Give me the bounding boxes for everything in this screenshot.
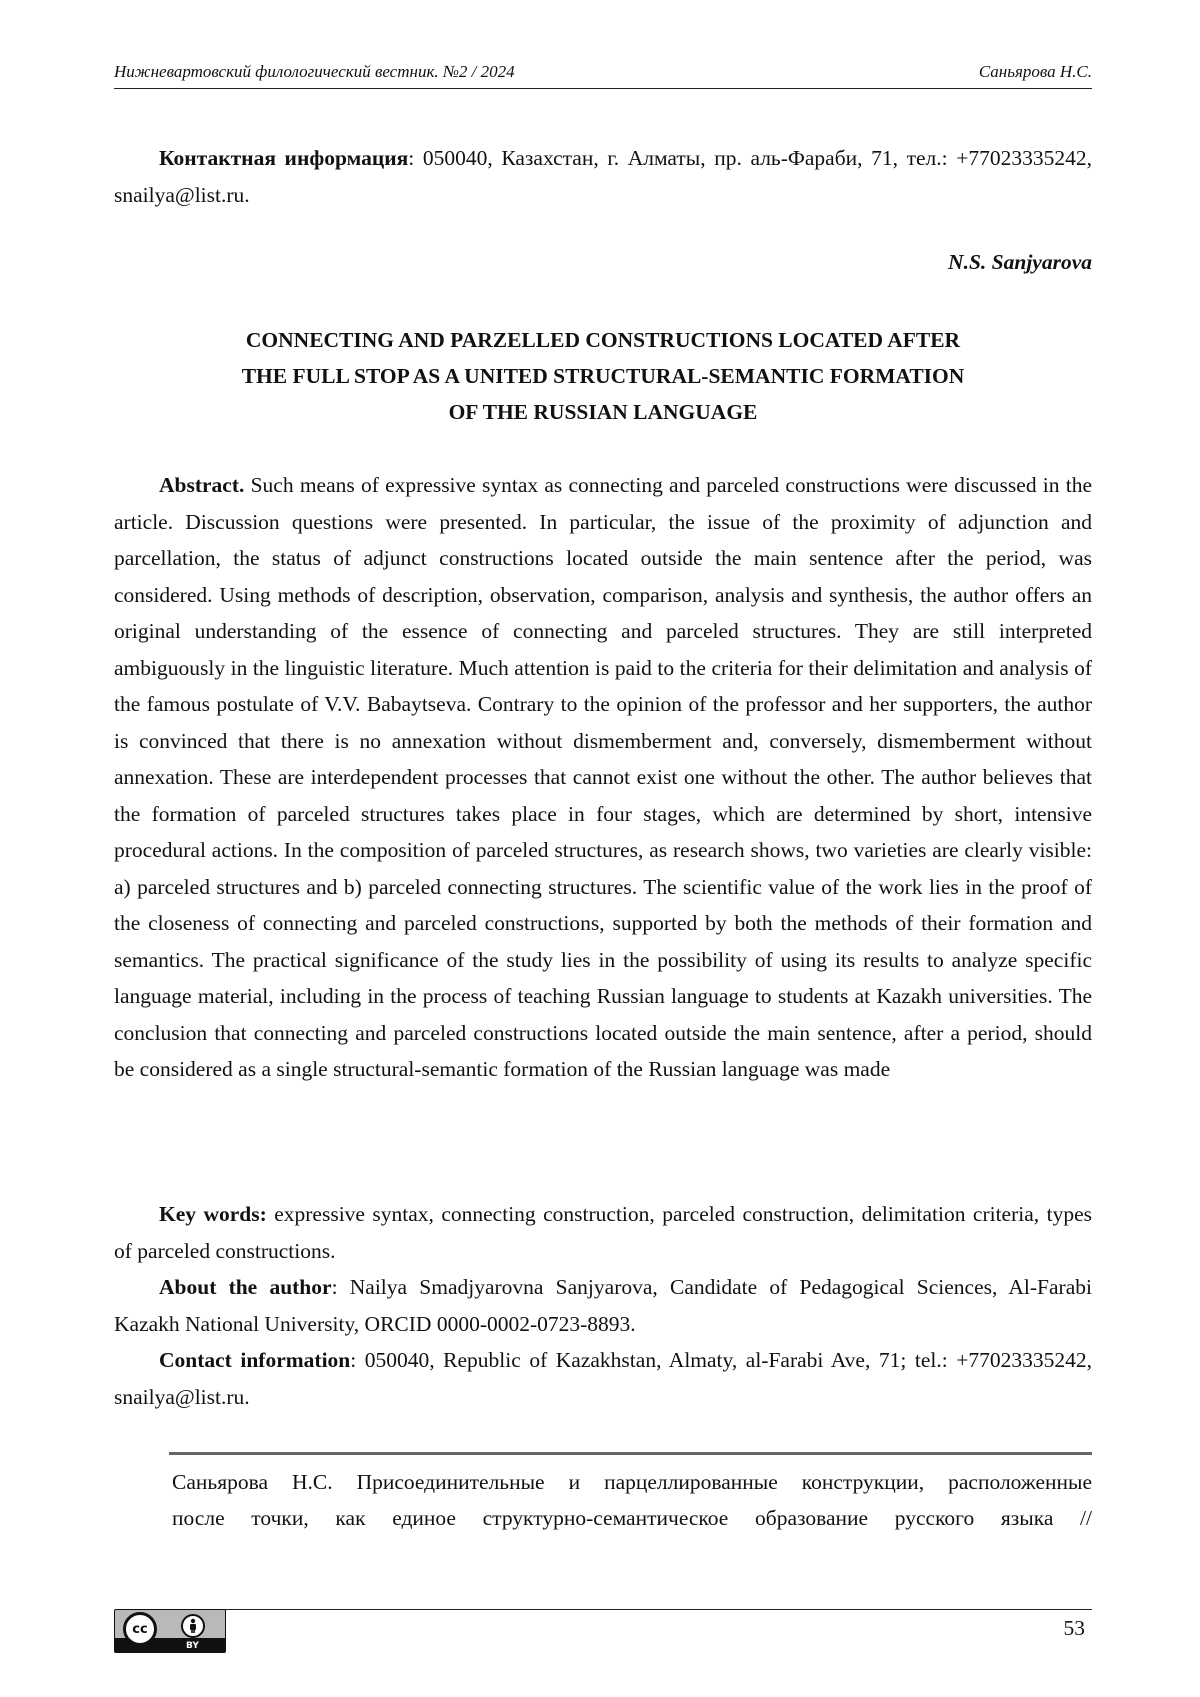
citation-divider (169, 1452, 1092, 1455)
keywords (114, 1196, 1092, 1269)
title-line-3: OF THE RUSSIAN LANGUAGE (448, 400, 758, 424)
about-author-label: About the author (159, 1275, 332, 1299)
abstract-text: Such means of expressive syntax as connecting and parceled constructions were discussed in the article. Discussion questions were presented. In particular, the issue of the proximity of adjunction and parcellation, the status of adjunct constructions located outside the main sentence after the period, was considered. Using methods of description, observation, comparison, analysis and synthesis, the author offers an original understanding of the essence of connecting and parceled structures. They are still interpreted ambiguously in the linguistic literature. Much attention is paid to the criteria for their delimitation and analysis of the famous postulate of V.V. Babaytseva. Contrary to the opinion of the professor and her supporters, the author is convinced that there is no annexation without dismemberment and, conversely, dismemberment without annexation. These are interdependent processes that cannot exist one without the other. The author believes that the formation of parceled structures takes place in four stages, which are determined by short, intensive procedural actions. In the composition of parceled structures, as research shows, two varieties are clearly visible: a) parceled structures and b) parceled connecting structures. The scientific value of the work lies in the proof of the closeness of connecting and parceled constructions, supported by both the methods of their formation and semantics. The practical significance of the study lies in the possibility of using its results to analyze specific language material, including in the process of teaching Russian language to students at Kazakh universities. The conclusion that connecting and parceled constructions located outside the main sentence, after a period, should be considered as a single structural-semantic formation of the Russian language was made (114, 473, 1092, 1081)
title-line-2: THE FULL STOP AS A UNITED STRUCTURAL-SEMANTIC FORMATION (241, 364, 965, 388)
contact-info-en-text: : 050040, Republic of Kazakhstan, Almaty, al-Farabi Ave, 71; tel.: +77023335242, snailya@list.ru. (114, 1348, 1092, 1409)
journal-name: Нижневартовский филологический вестник. №2 / 2024 (114, 62, 515, 81)
abstract (114, 467, 1092, 1088)
footer-divider (225, 1609, 1092, 1610)
cc-icon (123, 1612, 157, 1646)
keywords-label: Key words: (159, 1202, 267, 1226)
cc-by-license-badge (114, 1609, 226, 1653)
about-author (114, 1269, 1092, 1342)
about-author-text: : Nailya Smadjyarovna Sanjyarova, Candidate of Pedagogical Sciences, Al-Farabi Kazakh National University, ORCID 0000-0002-0723-8893. (114, 1275, 1092, 1336)
by-label: BY (186, 1641, 199, 1651)
title-line-1: CONNECTING AND PARZELLED CONSTRUCTIONS LOCATED AFTER (245, 328, 961, 352)
citation-line-1: Саньярова Н.С. Присоединительные и парцеллированные конструкции, расположенные (172, 1470, 1092, 1494)
citation-line-2: после точки, как единое структурно-семантическое образование русского языка // (172, 1506, 1092, 1530)
person-icon (181, 1614, 205, 1638)
cc-label: cc (132, 1621, 148, 1637)
person-icon-glyph (186, 1618, 200, 1634)
contact-info-en (114, 1342, 1092, 1415)
abstract-label: Abstract. (159, 473, 245, 497)
article-title (114, 322, 1092, 430)
keywords-text: expressive syntax, connecting construction, parceled construction, delimitation criteria, types of parceled constructions. (114, 1202, 1092, 1263)
page-number: 53 (1063, 1616, 1085, 1640)
citation-block (172, 1464, 1092, 1536)
author-name-en: N.S. Sanjyarova (948, 250, 1092, 274)
contact-info-ru (114, 140, 1092, 213)
contact-info-ru-label: Контактная информация (159, 146, 409, 170)
author-short: Саньярова Н.С. (978, 62, 1092, 81)
running-header (114, 62, 1092, 89)
contact-info-en-label: Contact information (159, 1348, 351, 1372)
contact-info-ru-text: : 050040, Казахстан, г. Алматы, пр. аль-Фараби, 71, тел.: +77023335242, snailya@list.ru. (114, 146, 1092, 207)
